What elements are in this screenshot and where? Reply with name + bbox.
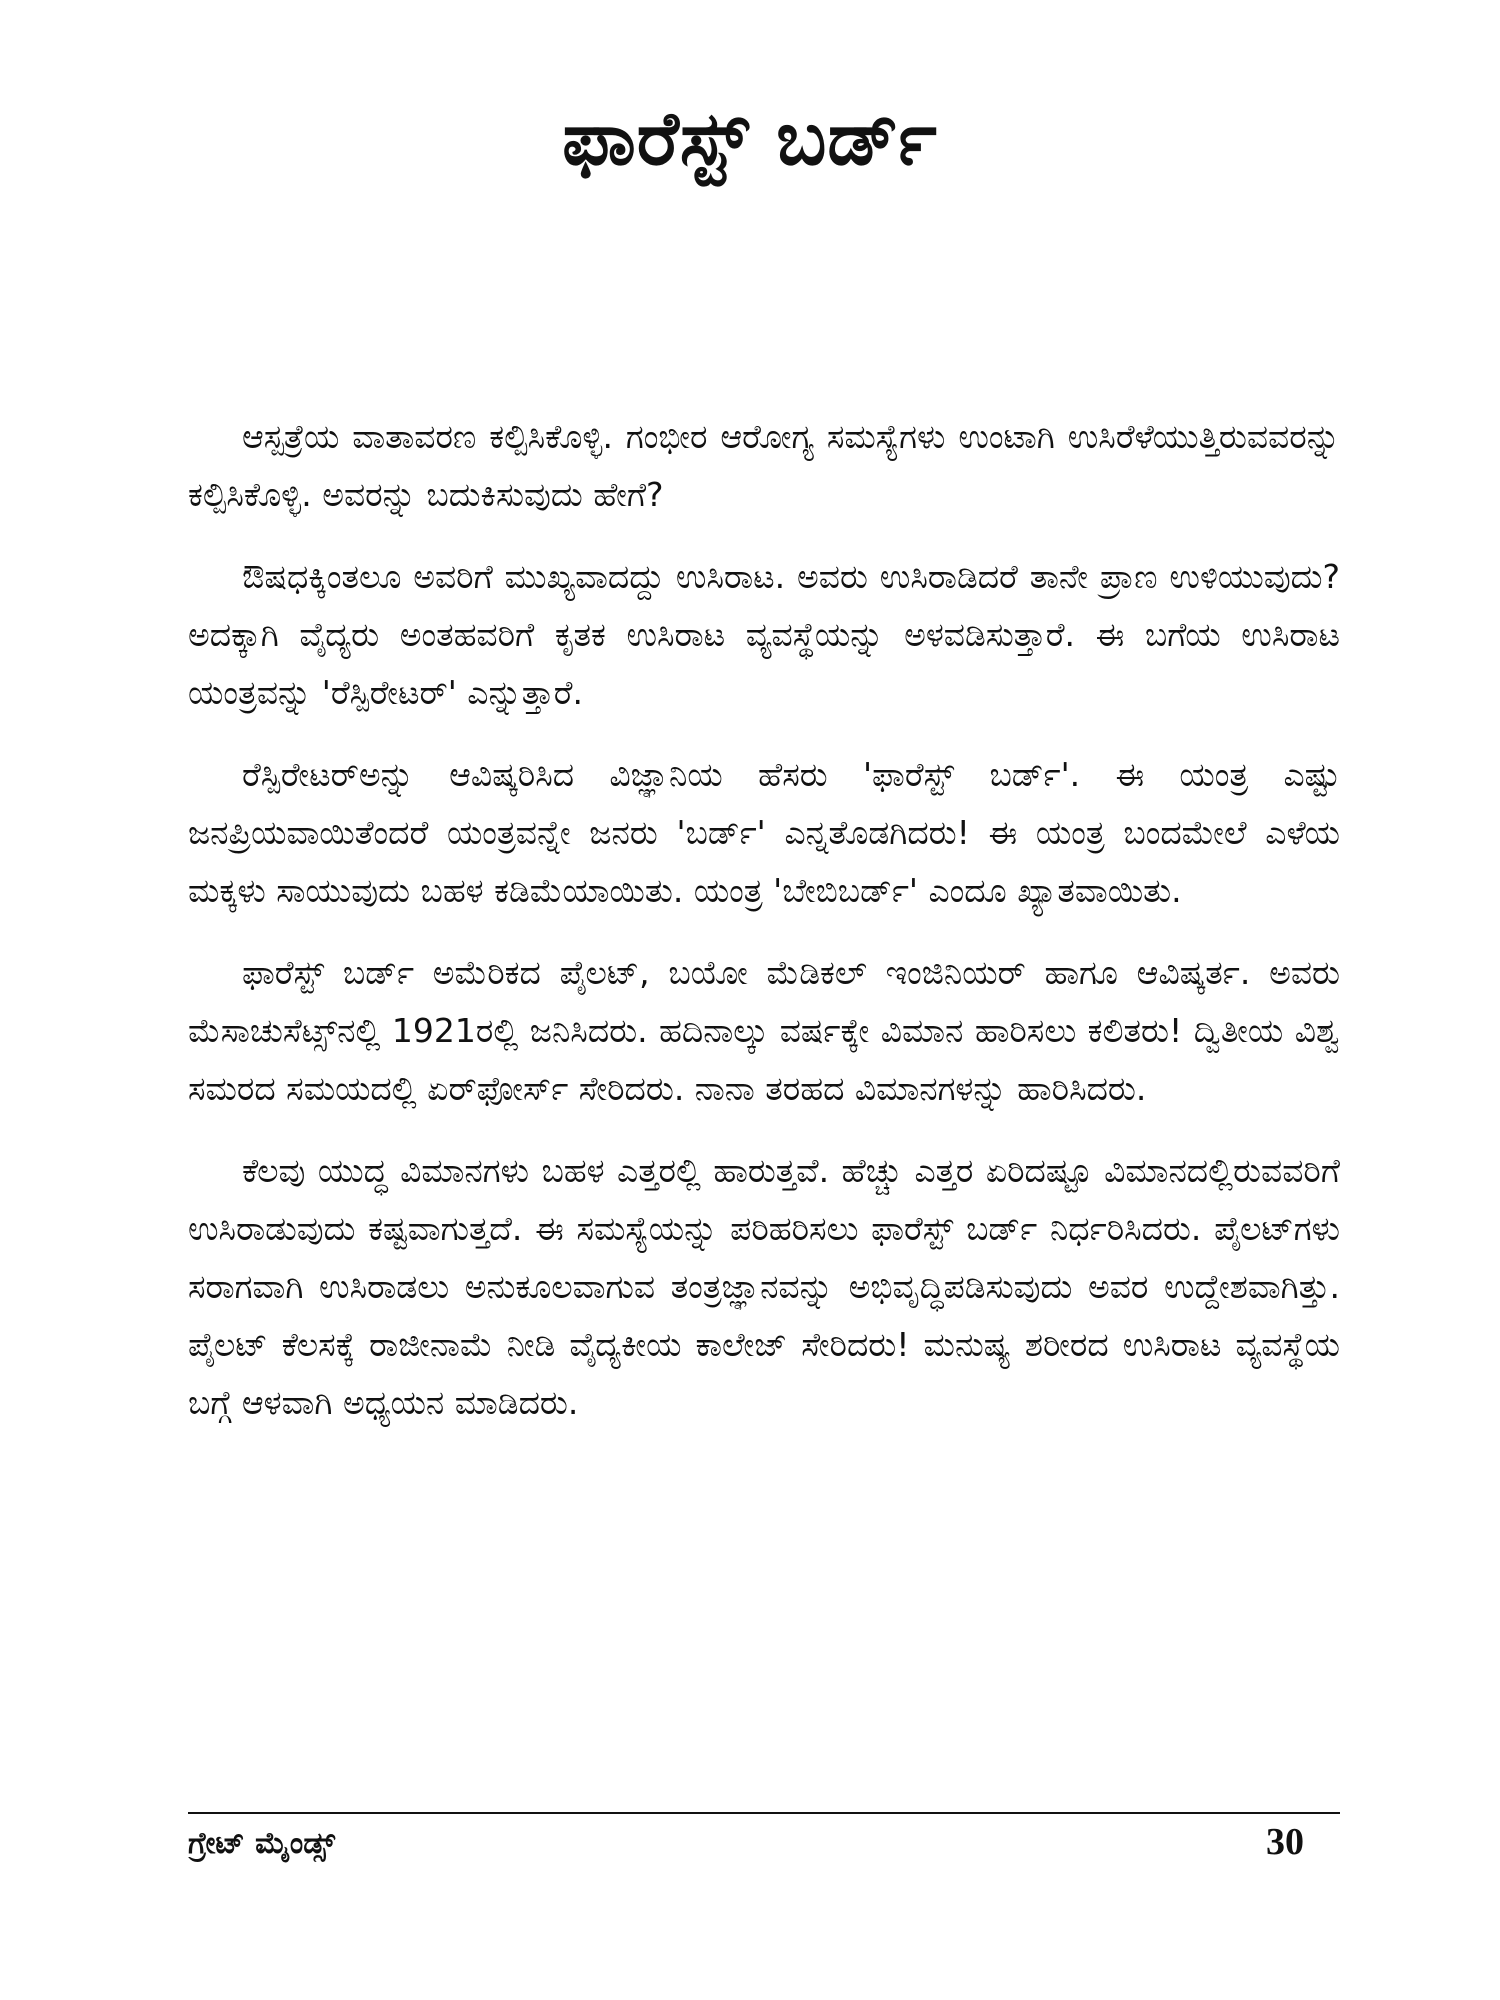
body-text <box>188 408 1340 1456</box>
paragraph: ಆಸ್ಪತ್ರೆಯ ವಾತಾವರಣ ಕಲ್ಪಿಸಿಕೊಳ್ಳಿ. ಗಂಭೀರ ಆರೋಗ್ಯ ಸಮಸ್ಯೆಗಳು ಉಂಟಾಗಿ ಉಸಿರೆಳೆಯುತ್ತಿರುವವರನ್ನು ಕಲ್ಪಿಸಿಕೊಳ್ಳಿ. ಅವರನ್ನು ಬದುಕಿಸುವುದು ಹೇಗೆ? <box>188 417 1340 514</box>
footer-divider <box>188 1812 1340 1814</box>
paragraph: ಔಷಧಕ್ಕಿಂತಲೂ ಅವರಿಗೆ ಮುಖ್ಯವಾದದ್ದು ಉಸಿರಾಟ. ಅವರು ಉಸಿರಾಡಿದರೆ ತಾನೇ ಪ್ರಾಣ ಉಳಿಯುವುದು? ಅದಕ್ಕಾಗಿ ವೈದ್ಯರು ಅಂತಹವರಿಗೆ ಕೃತಕ ಉಸಿರಾಟ ವ್ಯವಸ್ಥೆಯನ್ನು ಅಳವಡಿಸುತ್ತಾರೆ. ಈ ಬಗೆಯ ಉಸಿರಾಟ ಯಂತ್ರವನ್ನು 'ರೆಸ್ಪಿರೇಟರ್' ಎನ್ನುತ್ತಾರೆ. <box>188 557 1340 712</box>
page-title: ಫಾರೆಸ್ಟ್ ಬರ್ಡ್ <box>562 96 938 182</box>
paragraph: ಕೆಲವು ಯುದ್ಧ ವಿಮಾನಗಳು ಬಹಳ ಎತ್ತರಲ್ಲಿ ಹಾರುತ್ತವೆ. ಹೆಚ್ಚು ಎತ್ತರ ಏರಿದಷ್ಟೂ ವಿಮಾನದಲ್ಲಿರುವವರಿಗೆ ಉಸಿರಾಡುವುದು ಕಷ್ಟವಾಗುತ್ತದೆ. ಈ ಸಮಸ್ಯೆಯನ್ನು ಪರಿಹರಿಸಲು ಫಾರೆಸ್ಟ್ ಬರ್ಡ್ ನಿರ್ಧರಿಸಿದರು. ಪೈಲಟ್‌ಗಳು ಸರಾಗವಾಗಿ ಉಸಿರಾಡಲು ಅನುಕೂಲವಾಗುವ ತಂತ್ರಜ್ಞಾನವನ್ನು ಅಭಿವೃದ್ಧಿಪಡಿಸುವುದು ಅವರ ಉದ್ದೇಶವಾಗಿತ್ತು. ಪೈಲಟ್ ಕೆಲಸಕ್ಕೆ ರಾಜೀನಾಮೆ ನೀಡಿ ವೈದ್ಯಕೀಯ ಕಾಲೇಜ್ ಸೇರಿದರು! ಮನುಷ್ಯ ಶರೀರದ ಉಸಿರಾಟ ವ್ಯವಸ್ಥೆಯ ಬಗ್ಗೆ ಆಳವಾಗಿ ಅಧ್ಯಯನ ಮಾಡಿದರು. <box>188 1151 1340 1422</box>
paragraph: ಫಾರೆಸ್ಟ್ ಬರ್ಡ್ ಅಮೆರಿಕದ ಪೈಲಟ್, ಬಯೋ ಮೆಡಿಕಲ್ ಇಂಜಿನಿಯರ್ ಹಾಗೂ ಆವಿಷ್ಕರ್ತ. ಅವರು ಮೆಸಾಚುಸೆಟ್ಸ್‌ನಲ್ಲಿ 1921ರಲ್ಲಿ ಜನಿಸಿದರು. ಹದಿನಾಲ್ಕು ವರ್ಷಕ್ಕೇ ವಿಮಾನ ಹಾರಿಸಲು ಕಲಿತರು! ದ್ವಿತೀಯ ವಿಶ್ವ ಸಮರದ ಸಮಯದಲ್ಲಿ ಏರ್‌ಫೋರ್ಸ್ ಸೇರಿದರು. ನಾನಾ ತರಹದ ವಿಮಾನಗಳನ್ನು ಹಾರಿಸಿದರು. <box>188 953 1340 1108</box>
page-number: 30 <box>1266 1821 1304 1863</box>
paragraph: ರೆಸ್ಪಿರೇಟರ್‌ಅನ್ನು ಆವಿಷ್ಕರಿಸಿದ ವಿಜ್ಞಾನಿಯ ಹೆಸರು 'ಫಾರೆಸ್ಟ್ ಬರ್ಡ್'. ಈ ಯಂತ್ರ ಎಷ್ಟು ಜನಪ್ರಿಯವಾಯಿತೆಂದರೆ ಯಂತ್ರವನ್ನೇ ಜನರು 'ಬರ್ಡ್' ಎನ್ನತೊಡಗಿದರು! ಈ ಯಂತ್ರ ಬಂದಮೇಲೆ ಎಳೆಯ ಮಕ್ಕಳು ಸಾಯುವುದು ಬಹಳ ಕಡಿಮೆಯಾಯಿತು. ಯಂತ್ರ 'ಬೇಬಿಬರ್ಡ್' ಎಂದೂ ಖ್ಯಾತವಾಯಿತು. <box>188 755 1340 910</box>
footer-book-title: ಗ್ರೇಟ್ ಮೈಂಡ್ಸ್ <box>188 1826 335 1861</box>
